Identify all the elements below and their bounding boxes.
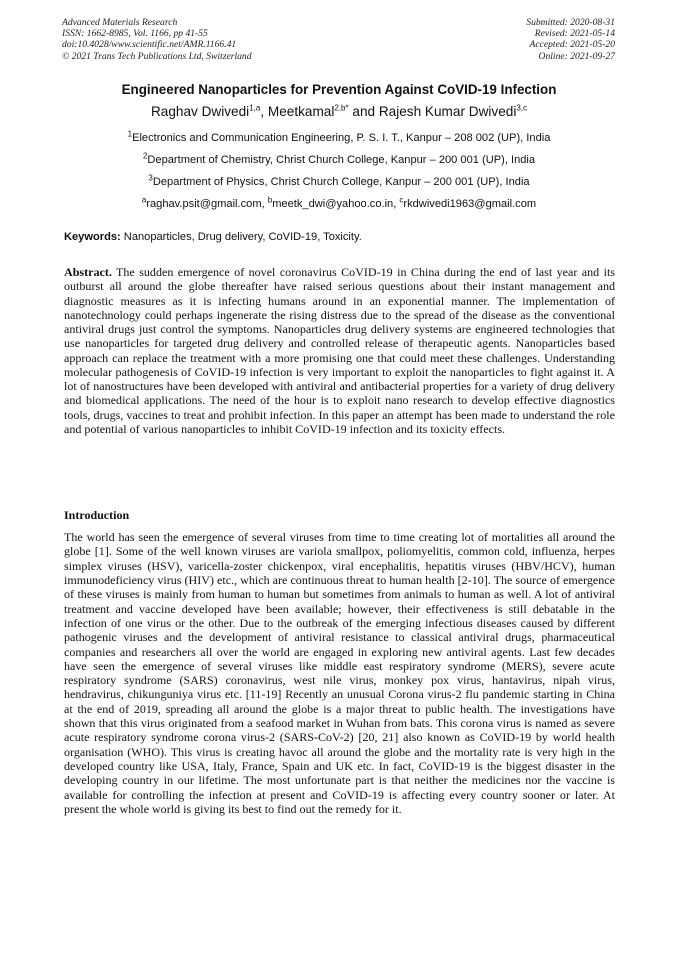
author-emails [40, 195, 638, 210]
affiliation-text: Department of Chemistry, Christ Church College, Kanpur – 200 001 (UP), India [147, 154, 536, 166]
abstract-text: The sudden emergence of novel coronavirus CoVID-19 in China during the end of last year and its outburst all around the globe thereafter have raised serious questions about their instant management and diagnostic measures as it is infecting humans around in an exponential manner. The implementation of nanotechnology could perhaps ingenerate the rising distress due to the spread of the disease as the conventional antiviral drugs just control the symptoms. Nanoparticles drug delivery systems are engineered technologies that use nanoparticles for targeted drug delivery and controlled release of therapeutic agents. Nanoparticles based approach can replace the treatment with a more promising one that could meet these challenges. Understanding molecular pathogenesis of CoVID-19 infection is very important to exploit the nanoparticles to fight against it. A lot of nanostructures have been developed with antiviral and antibacterial properties for a variety of drug delivery and biomedical applications. The need of the hour is to exploit nano research to develop effective diagnostics tools, drugs, vaccines to treat and prohibit infection. In this paper an attempt has been made to understand the role and potential of various nanoparticles to inhibit CoVID-19 infection and its toxicity effects. [64, 265, 615, 436]
publication-dates [526, 17, 615, 62]
author-list [40, 104, 638, 119]
keywords [64, 231, 624, 243]
keywords-text: Nanoparticles, Drug delivery, CoVID-19, Toxicity. [120, 231, 362, 243]
keywords-label: Keywords: [64, 231, 121, 243]
affiliation-marker: 3 [148, 173, 153, 183]
affiliation [40, 151, 638, 166]
abstract [64, 265, 615, 436]
date-submitted: Submitted: 2020-08-31 [526, 17, 615, 28]
email-address: rkdwivedi1963@gmail.com [403, 198, 537, 210]
date-accepted: Accepted: 2021-05-20 [529, 39, 615, 51]
date-revised: Revised: 2021-05-14 [534, 28, 615, 40]
author-separator: and [348, 104, 379, 119]
email-address: meetk_dwi@yahoo.co.in, [272, 198, 400, 210]
journal-name: Advanced Materials Research [62, 17, 178, 28]
author-separator: , [260, 104, 268, 119]
author-name: Meetkamal [267, 104, 335, 119]
affiliation [40, 173, 638, 188]
author-affil-marker: 1,a [249, 103, 261, 113]
author-name: Raghav Dwivedi [150, 104, 250, 119]
section-heading-introduction: Introduction [64, 508, 130, 522]
email-address: raghav.psit@gmail.com, [146, 198, 268, 210]
date-online: Online: 2021-09-27 [538, 50, 615, 62]
paper-title: Engineered Nanoparticles for Prevention Against CoVID-19 Infection [121, 82, 557, 97]
affiliation-text: Electronics and Communication Engineering, P. S. I. T., Kanpur – 208 002 (UP), India [132, 132, 551, 144]
email-marker: b [267, 195, 273, 205]
affiliation-text: Department of Physics, Christ Church College, Kanpur – 200 001 (UP), India [152, 176, 530, 188]
abstract-label: Abstract. [64, 265, 112, 279]
introduction-paragraph: The world has seen the emergence of several viruses from time to time creating lot of mortalities all around the globe [1]. Some of the well known viruses are variola smallpox, poliomyelitis, common cold, influenza, herpes simplex viruses (HSV), varicella-zoster chickenpox, viral encephalitis, hepatitis viruses (HBV/HCV), human immunodeficiency virus (HIV) etc., which are continuous threat to human health [2-10]. The source of emergence of these viruses is mainly from human to human but sometimes from animals to human as well. A lot of antiviral treatment and vaccine developed have been available; however, their effectiveness is still debatable in the infection of one virus or the other. Due to the outbreak of the emerging infectious diseases caused by different pathogenic viruses and the development of antiviral resistance to classical antiviral drugs, pharmaceutical companies and researchers all over the world are engaged in exploring new antiviral agents. Last few decades have seen the emergence of several viruses like middle east respiratory syndrome (MERS), severe acute respiratory syndrome (SARS) coronavirus, west nile virus, monkey pox virus, hantavirus, nipah virus, hendravirus, chikunguniya virus etc. [11-19] Recently an unusual Corona virus-2 flu pandemic starting in China at the end of 2019, spreading all around the globe is a major threat to public health. The investigations have shown that this virus originated from a seafood market in Wuhan from bats. This corona virus is named as severe acute respiratory syndrome corona virus-2 (SARS-CoV-2) [20, 21] also known as CoVID-19 by world health organisation (WHO). This virus is creating havoc all around the globe and the mortality rate is very high in the developed country like USA, Italy, France, Spain and UK etc. In fact, CoVID-19 is the biggest disaster in the developing country in our lifetime. The most unfortunate part is that neither the medicines nor the vaccine is available for controlling the infection at present and CoVID-19 is affecting every country sooner or later. At present the whole world is giving its best to find out the remedy for it. [64, 530, 615, 816]
journal-doi: doi:10.4028/www.scientific.net/AMR.1166.41 [62, 39, 237, 51]
affiliation-marker: 2 [142, 151, 148, 161]
email-marker: c [399, 195, 404, 205]
email-marker: a [141, 195, 147, 205]
affiliation-marker: 1 [127, 129, 133, 139]
author-name: Rajesh Kumar Dwivedi [378, 104, 517, 119]
author-affil-marker: 2,b* [334, 103, 349, 113]
journal-info [62, 17, 252, 62]
affiliation [40, 129, 638, 144]
author-affil-marker: 3,c [516, 103, 528, 113]
journal-copyright: © 2021 Trans Tech Publications Ltd, Switzerland [62, 50, 252, 62]
journal-issn: ISSN: 1662-8985, Vol. 1166, pp 41-55 [62, 28, 208, 40]
